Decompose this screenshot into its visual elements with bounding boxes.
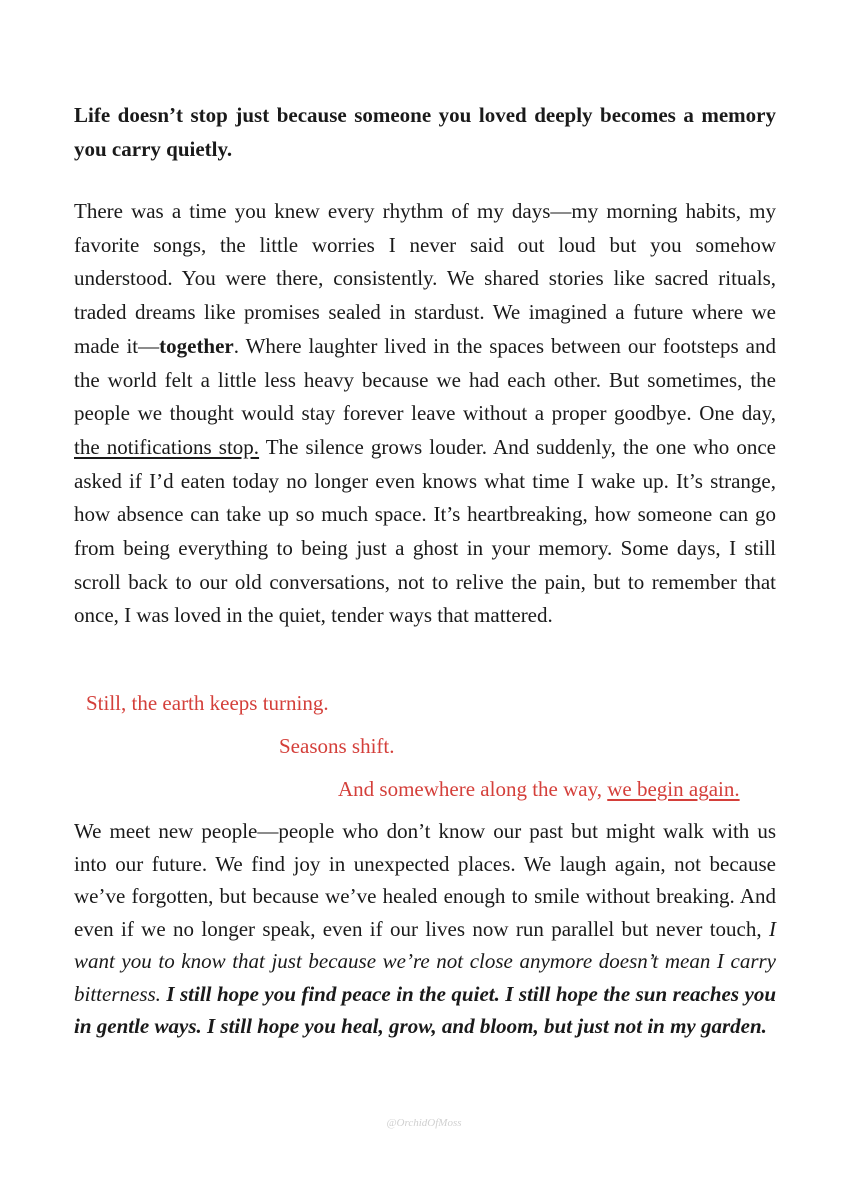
red-line-begin-again (338, 774, 740, 804)
paragraph-new-people (74, 815, 776, 1043)
paragraph-memories (74, 195, 776, 633)
paragraph-memories-text-3: The silence grows louder. And suddenly, the one who once asked if I’d eaten today no longer even knows what time I wake up. It’s strange, how absence can take up so much space. It’s heartbreaking, how someone can go from being everything to being just a ghost in your memory. Some days, I still scroll back to our old conversations, not to relive the pain, but to remember that once, I was loved in the quiet, tender ways that mattered. (74, 434, 776, 628)
emphasis-together: together (159, 333, 234, 358)
paragraph-new-people-text: We meet new people—people who don’t know our past but might walk with us into our future. We find joy in unexpected places. We laugh again, not because we’ve forgotten, but because we’ve healed enough to smile without breaking. And even if we no longer speak, even if our lives now run parallel but never touch, (74, 819, 776, 941)
underlined-notifications: the notifications stop. (74, 434, 260, 459)
watermark-handle: @OrchidOfMoss (386, 1117, 462, 1129)
paragraph-memories-text-1: There was a time you knew every rhythm of my days—my morning habits, my favorite songs, the little worries I never said out loud but you somehow understood. You were there, consistently. We shared stories like sacred rituals, traded dreams like promises sealed in stardust. We imagined a future where we made it— (74, 199, 776, 358)
page-title: Life doesn’t stop just because someone you loved deeply becomes a memory you carry quietly. (74, 103, 776, 161)
red-line-begin-again-prefix: And somewhere along the way, (338, 777, 608, 801)
red-line-earth: Still, the earth keeps turning. (86, 691, 329, 715)
red-line-seasons: Seasons shift. (279, 734, 395, 758)
italic-bitterness: I want you to know that just because we’re not close anymore doesn’t mean I carry bitterness. (74, 916, 776, 1006)
paragraph-memories-text-2: . Where laughter lived in the spaces between our footsteps and the world felt a little less heavy because we had each other. But sometimes, the people we thought would stay forever leave without a proper goodbye. One day, (74, 333, 776, 426)
bold-italic-hopes: I still hope you find peace in the quiet. I still hope the sun reaches you in gentle ways. I still hope you heal, grow, and bloom, but just not in my garden. (74, 981, 776, 1038)
underlined-begin-again: we begin again. (607, 777, 740, 801)
